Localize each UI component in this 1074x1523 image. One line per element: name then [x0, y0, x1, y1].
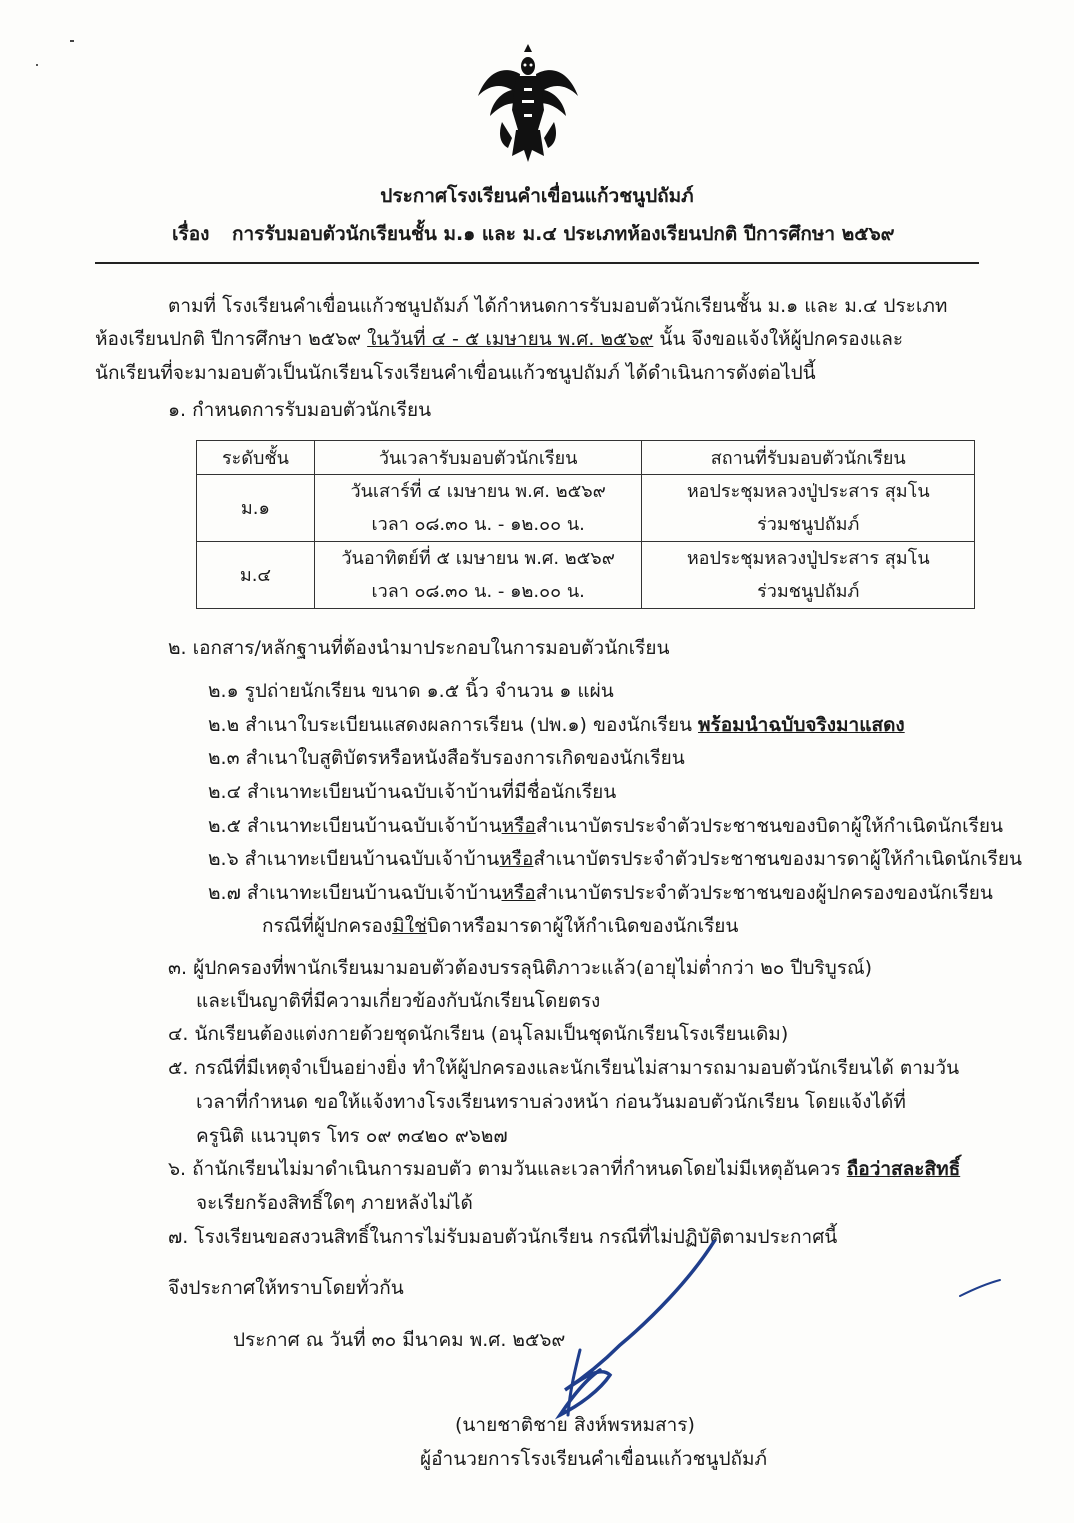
doc-item-2-5-c: สำเนาบัตรประจำตัวประชาชนของบิดาผู้ให้กำเนิดนักเรียน: [535, 815, 1003, 837]
intro-dates: ในวันที่ ๔ - ๕ เมษายน พ.ศ. ๒๕๖๙: [367, 328, 654, 350]
doc-item-2-2-emphasis: พร้อมนำฉบับจริงมาแสดง: [698, 714, 905, 736]
row-2-time: เวลา ๐๘.๓๐ น. - ๑๒.๐๐ น.: [314, 575, 642, 609]
section-7-line-1: ๗. โรงเรียนขอสงวนสิทธิ์ในการไม่รับมอบตัวนักเรียน กรณีที่ไม่ปฏิบัติตามประกาศนี้: [168, 1226, 838, 1248]
section-2-title: ๒. เอกสาร/หลักฐานที่ต้องนำมาประกอบในการมอบตัวนักเรียน: [168, 637, 670, 659]
doc-item-2-7-note: [262, 914, 738, 938]
closing-announce: จึงประกาศให้ทราบโดยทั่วกัน: [168, 1277, 404, 1299]
doc-item-2-7-not: มิใช่: [392, 915, 427, 937]
doc-item-2-5-a: ๒.๕ สำเนาทะเบียนบ้านฉบับเจ้าบ้าน: [208, 815, 502, 837]
section-1-title: ๑. กำหนดการรับมอบตัวนักเรียน: [168, 399, 432, 421]
doc-item-2-6-or: หรือ: [499, 848, 534, 870]
doc-item-2-7-d: กรณีที่ผู้ปกครอง: [262, 915, 393, 937]
intro-line-2-a: ห้องเรียนปกติ ปีการศึกษา ๒๕๖๙: [95, 328, 362, 350]
subject-label: เรื่อง: [172, 223, 210, 245]
doc-item-2-7-c: สำเนาบัตรประจำตัวประชาชนของผู้ปกครองของนักเรียน: [535, 882, 993, 904]
row-2-level: ม.๔: [197, 542, 315, 609]
announcement-date: ประกาศ ณ วันที่ ๓๐ มีนาคม พ.ศ. ๒๕๖๙: [233, 1329, 566, 1351]
header-divider: [95, 262, 979, 264]
garuda-emblem-icon: [472, 44, 584, 164]
header-datetime: วันเวลารับมอบตัวนักเรียน: [314, 441, 642, 475]
speck-mark: [36, 64, 38, 66]
doc-item-2-7: [208, 881, 993, 905]
signer-title: ผู้อำนวยการโรงเรียนคำเขื่อนแก้วชนูปถัมภ์: [420, 1448, 768, 1470]
intro-line-3: นักเรียนที่จะมามอบตัวเป็นนักเรียนโรงเรียนคำเขื่อนแก้วชนูปถัมภ์ ได้ดำเนินการดังต่อไปนี้: [95, 362, 816, 384]
doc-item-2-2: [208, 713, 905, 737]
row-2-place-2: ร่วมชนูปถัมภ์: [642, 575, 975, 609]
row-1-time: เวลา ๐๘.๓๐ น. - ๑๒.๐๐ น.: [314, 508, 642, 542]
doc-item-2-2-text: ๒.๒ สำเนาใบระเบียนแสดงผลการเรียน (ปพ.๑) ของนักเรียน: [208, 714, 699, 736]
doc-item-2-7-or: หรือ: [501, 882, 536, 904]
header-place: สถานที่รับมอบตัวนักเรียน: [642, 441, 975, 475]
intro-line-1: ตามที่ โรงเรียนคำเขื่อนแก้วชนูปถัมภ์ ได้กำหนดการรับมอบตัวนักเรียนชั้น ม.๑ และ ม.๔ ประเภท: [168, 295, 948, 317]
row-1-date: วันเสาร์ที่ ๔ เมษายน พ.ศ. ๒๕๖๙: [314, 475, 642, 509]
doc-item-2-6-a: ๒.๖ สำเนาทะเบียนบ้านฉบับเจ้าบ้าน: [208, 848, 500, 870]
section-5-contact: ครูนิติ แนวบุตร โทร ๐๙ ๓๔๒๐ ๙๖๒๗: [196, 1125, 508, 1147]
section-4-line-1: ๔. นักเรียนต้องแต่งกายด้วยชุดนักเรียน (อนุโลมเป็นชุดนักเรียนโรงเรียนเดิม): [168, 1023, 789, 1045]
doc-item-2-1: ๒.๑ รูปถ่ายนักเรียน ขนาด ๑.๕ นิ้ว จำนวน ๑ แผ่น: [208, 680, 614, 702]
section-3-line-1: ๓. ผู้ปกครองที่พานักเรียนมามอบตัวต้องบรรลุนิติภาวะแล้ว(อายุไม่ต่ำกว่า ๒๐ ปีบริบูรณ์): [168, 957, 873, 979]
section-6-forfeit: ถือว่าสละสิทธิ์: [846, 1158, 961, 1180]
doc-item-2-5-or: หรือ: [501, 815, 536, 837]
schedule-table: [196, 440, 975, 609]
speck-mark: [70, 40, 74, 42]
subject-text: การรับมอบตัวนักเรียนชั้น ม.๑ และ ม.๔ ประเภทห้องเรียนปกติ ปีการศึกษา ๒๕๖๙: [232, 223, 895, 245]
section-6-line-2: จะเรียกร้องสิทธิ์ใดๆ ภายหลังไม่ได้: [196, 1192, 473, 1214]
section-3-line-2: และเป็นญาติที่มีความเกี่ยวข้องกับนักเรียนโดยตรง: [196, 990, 601, 1012]
section-5-line-1: ๕. กรณีที่มีเหตุจำเป็นอย่างยิ่ง ทำให้ผู้ปกครองและนักเรียนไม่สามารถมามอบตัวนักเรียนได้ ตามวัน: [168, 1057, 960, 1079]
row-1-place-1: หอประชุมหลวงปู่ประสาร สุมโน: [642, 475, 975, 509]
doc-item-2-5: [208, 814, 1003, 838]
intro-line-2: [95, 327, 903, 351]
row-2-place-1: หอประชุมหลวงปู่ประสาร สุมโน: [642, 542, 975, 576]
row-2-date: วันอาทิตย์ที่ ๕ เมษายน พ.ศ. ๒๕๖๙: [314, 542, 642, 576]
signature-icon: [540, 1240, 1020, 1440]
signer-name: (นายชาติชาย สิงห์พรหมสาร): [455, 1414, 695, 1436]
doc-item-2-6: [208, 847, 1022, 871]
section-6-text: ๖. ถ้านักเรียนไม่มาดำเนินการมอบตัว ตามวันและเวลาที่กำหนดโดยไม่มีเหตุอันควร: [168, 1158, 847, 1180]
doc-item-2-3: ๒.๓ สำเนาใบสูติบัตรหรือหนังสือรับรองการเกิดของนักเรียน: [208, 747, 685, 769]
header-level: ระดับชั้น: [197, 441, 315, 475]
announcement-title: ประกาศโรงเรียนคำเขื่อนแก้วชนูปถัมภ์: [380, 185, 694, 207]
row-1-place-2: ร่วมชนูปถัมภ์: [642, 508, 975, 542]
table-header-row: [197, 441, 975, 475]
intro-line-2-c: นั้น จึงขอแจ้งให้ผู้ปกครองและ: [659, 328, 904, 350]
doc-item-2-7-f: บิดาหรือมารดาผู้ให้กำเนิดของนักเรียน: [426, 915, 739, 937]
table-row: [197, 475, 975, 509]
doc-item-2-7-a: ๒.๗ สำเนาทะเบียนบ้านฉบับเจ้าบ้าน: [208, 882, 502, 904]
doc-item-2-6-c: สำเนาบัตรประจำตัวประชาชนของมารดาผู้ให้กำเนิดนักเรียน: [533, 848, 1022, 870]
section-6-line-1: [168, 1157, 960, 1181]
row-1-level: ม.๑: [197, 475, 315, 542]
section-5-line-2: เวลาที่กำหนด ขอให้แจ้งทางโรงเรียนทราบล่วงหน้า ก่อนวันมอบตัวนักเรียน โดยแจ้งได้ที่: [196, 1091, 906, 1113]
table-row: [197, 542, 975, 576]
doc-item-2-4: ๒.๔ สำเนาทะเบียนบ้านฉบับเจ้าบ้านที่มีชื่อนักเรียน: [208, 781, 617, 803]
